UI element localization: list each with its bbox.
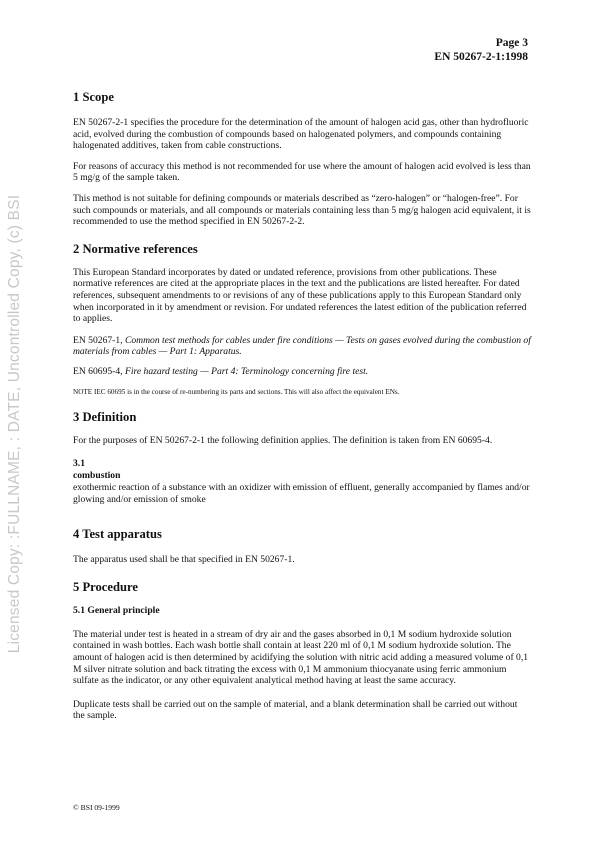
procedure-paragraph-1: The material under test is heated in a stream of dry air and the gases absorbed in 0,1 M sodium hydroxide solution contained in wash bottles. Each wash bottle shall contain at least 220 ml of 0,1 M sodium hydroxide solution. The amount of halogen acid is then determined by acidifying the solution with nitric acid adding a measured volume of 0,1 M silver nitrate solution and back titrating the excess with 0,1 M ammonium thiocyanate using ferric ammonium sulfate as the indicator, or any other equivalent analytical method having at least the same accuracy. xyxy=(73,628,529,687)
subsection-heading-general-principle: 5.1 General principle xyxy=(73,604,160,616)
license-watermark: Licensed Copy: :FULLNAME, : DATE, Uncontrolled Copy, (c) BSI xyxy=(6,194,23,654)
scope-paragraph-1: EN 50267-2-1 specifies the procedure for the determination of the amount of halogen acid gas, other than hydrofluoric acid, evolved during the combustion of compounds based on halogenated polymers, and compounds containing halogenated additives, taken from cable constructions. xyxy=(73,117,529,152)
section-heading-test-apparatus: 4 Test apparatus xyxy=(73,527,162,542)
definition-term: combustion xyxy=(73,470,121,482)
normative-reference-1 xyxy=(73,335,531,358)
scope-paragraph-3: This method is not suitable for defining compounds or materials described as “zero-halogen” or “halogen-free”. For such compounds or materials, and all compounds or materials containing less than 5 mg/g halogen acid equivalent, it is recommended to use the method specified in EN 50267-2-2. xyxy=(73,192,531,228)
document-number: EN 50267-2-1:1998 xyxy=(434,51,528,63)
section-heading-scope: 1 Scope xyxy=(73,90,114,104)
definition-clause-number: 3.1 xyxy=(73,458,85,470)
normative-reference-2 xyxy=(73,366,531,378)
definition-text: exothermic reaction of a substance with an oxidizer with emission of effluent, generally accompanied by flames and/or glowing and/or emission of smoke xyxy=(73,482,530,505)
normative-paragraph: This European Standard incorporates by dated or undated reference, provisions from other publications. These normative references are cited at the appropriate places in the text and the publications are listed hereafter. For dated references, subsequent amendments to or revisions of any of these publications apply to this European Standard only when incorporated in it by amendment or revision. For undated references the latest edition of the publication referred to applies. xyxy=(73,266,527,325)
section-heading-definition: 3 Definition xyxy=(73,409,137,424)
normative-note: NOTE IEC 60695 is in the course of re-numbering its parts and sections. This will also affect the equivalent ENs. xyxy=(73,387,400,396)
document-body xyxy=(73,86,531,722)
definition-paragraph: For the purposes of EN 50267-2-1 the following definition applies. The definition is taken from EN 60695-4. xyxy=(73,434,493,446)
copyright-footer: © BSI 09-1999 xyxy=(73,803,120,812)
section-heading-normative-references: 2 Normative references xyxy=(73,241,198,256)
apparatus-paragraph: The apparatus used shall be that specified in EN 50267-1. xyxy=(73,554,295,566)
reference-code: EN 50267-1, xyxy=(73,334,125,346)
scope-paragraph-2: For reasons of accuracy this method is not recommended for use where the amount of halogen acid evolved is less than 5 mg/g of the sample taken. xyxy=(73,160,531,184)
section-heading-procedure: 5 Procedure xyxy=(73,579,138,594)
reference-title: Fire hazard testing — Part 4: Terminology concerning fire test. xyxy=(124,365,369,377)
reference-title: Common test methods for cables under fire conditions — Tests on gases evolved during the combustion of materials from cables — Part 1: Apparatus. xyxy=(73,334,531,358)
reference-code: EN 60695-4, xyxy=(73,365,125,377)
page-header xyxy=(434,36,528,64)
procedure-paragraph-2: Duplicate tests shall be carried out on the sample of material, and a blank determination shall be carried out without the sample. xyxy=(73,698,518,722)
page-number: Page 3 xyxy=(495,37,528,49)
